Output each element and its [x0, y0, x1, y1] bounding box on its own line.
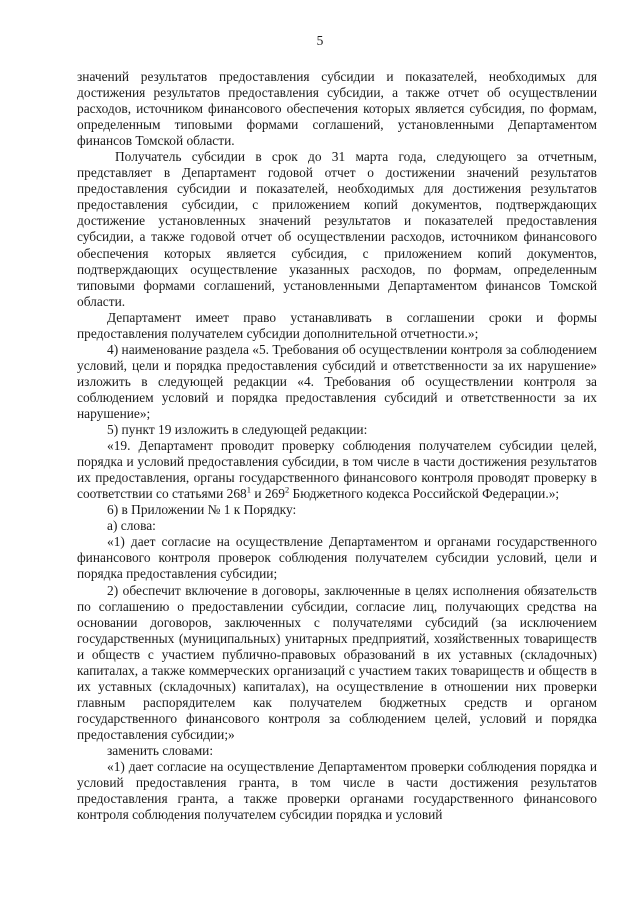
document-body — [77, 69, 597, 823]
paragraph-clause-19-text — [77, 438, 597, 502]
paragraph-replace-label: заменить словами: — [107, 742, 214, 758]
footnote-sup-1: 1 — [246, 484, 251, 495]
paragraph-section-title-change: 4) наименование раздела «5. Требования об осуществлении контроля за соблюдением условий, цели и порядка предоставления субсидий и ответственности за их нарушение» изложить в следующей редакции «4. Требования об осуществлении контроля за соблюдением условий и порядка предоставления субсидий и ответственности за их нарушение»; — [77, 341, 597, 421]
footnote-sup-2: 2 — [284, 484, 290, 495]
paragraph-new-item-1: «1) дает согласие на осуществление Департаментом проверки соблюдения порядка и условий предоставления гранта, в том числе в части достижения результатов предоставления гранта, а также проверки органами государственного финансового контроля соблюдения получателем субсидии порядка и условий — [77, 759, 597, 823]
paragraph-words-label: а) слова: — [107, 518, 156, 534]
paragraph-old-item-2: 2) обеспечит включение в договоры, заключенные в целях исполнения обязательств по соглашению о предоставлении субсидии, согласие лиц, получающих средства на основании договоров, заключенных с получателями субсидий (за исключением государственных (муниципальных) унитарных предприятий, хозяйственных товариществ и обществ с участием публично-правовых образований в их уставных (складочных) капиталах, а также коммерческих организаций с участием таких товариществ и обществ в их уставных (складочных) капиталах), на осуществление в отношении них проверки главным распорядителем как получателем бюджетных средств и органом государственного финансового контроля за соблюдением целей, условий и порядка предоставления субсидии;» — [77, 582, 597, 742]
clause-19-text-middle: и 269 — [251, 486, 285, 502]
clause-19-text-before: «19. Департамент проводит проверку соблюдения получателем субсидии целей, порядка и условий предоставления субсидии, в том числе в части достижения результатов их предоставления, органы государственного финансового контроля проводят проверку в соответствии со статьями 268 — [77, 438, 597, 502]
paragraph-old-item-1: «1) дает согласие на осуществление Департаментом и органами государственного финансового контроля проверок соблюдения получателем субсидии условий, цели и порядка предоставления субсидии; — [77, 534, 597, 582]
paragraph-annual-report: Получатель субсидии в срок до 31 марта года, следующего за отчетным, представляет в Департамент годовой отчет о достижении значений результатов предоставления субсидии и показателей, необходимых для достижения результатов предоставления субсидии, с приложением копий документов, подтверждающих достижение установленных значений результатов и показателей предоставления субсидии, а также годовой отчет об осуществлении расходов, источником финансового обеспечения которых является субсидия, с приложением копий документов, подтверждающих осуществление указанных расходов, по формам, определенным типовыми формами соглашений, установленными Департаментом финансов Томской области. — [77, 149, 597, 309]
paragraph-additional-reporting: Департамент имеет право устанавливать в соглашении сроки и формы предоставления получателем субсидии дополнительной отчетности.»; — [77, 309, 597, 341]
paragraph-appendix-1: 6) в Приложении № 1 к Порядку: — [107, 502, 297, 518]
page-number: 5 — [316, 33, 324, 48]
paragraph-reporting-forms: значений результатов предоставления субсидии и показателей, необходимых для достижения результатов предоставления субсидии, а также отчет об осуществлении расходов, источником финансового обеспечения которых является субсидия, по формам, определенным типовыми формами соглашений, установленными Департаментом финансов Томской области. — [77, 69, 597, 149]
paragraph-clause-19-intro: 5) пункт 19 изложить в следующей редакции: — [107, 422, 368, 438]
clause-19-text-after: Бюджетного кодекса Российской Федерации.»; — [289, 486, 560, 502]
